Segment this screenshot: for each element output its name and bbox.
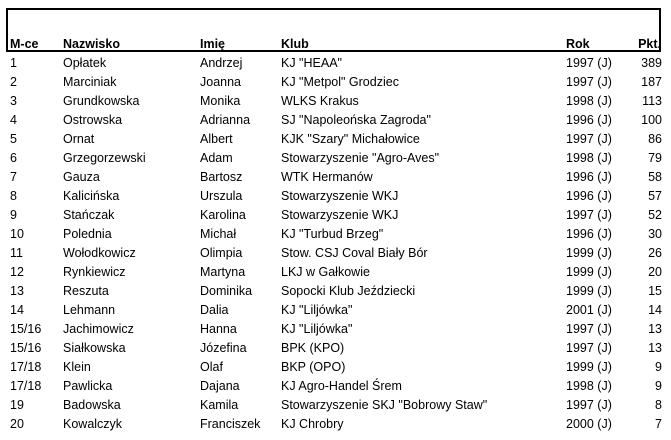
- cell-surname: Polednia: [63, 227, 112, 241]
- table-row: [0, 301, 671, 320]
- cell-place: 10: [10, 227, 24, 241]
- cell-place: 6: [10, 151, 17, 165]
- cell-place: 2: [10, 75, 17, 89]
- cell-year: 1998 (J): [566, 151, 612, 165]
- cell-year: 1997 (J): [566, 132, 612, 146]
- cell-club: Stowarzyszenie WKJ: [281, 189, 399, 203]
- cell-place: 13: [10, 284, 24, 298]
- cell-club: KJ "Liljówka": [281, 303, 353, 317]
- cell-surname: Grzegorzewski: [63, 151, 146, 165]
- table-row: [0, 206, 671, 225]
- cell-name: Martyna: [200, 265, 246, 279]
- table-row: [0, 415, 671, 434]
- cell-club: Stowarzyszenie SKJ "Bobrowy Staw": [281, 398, 488, 412]
- cell-points: 20: [648, 265, 662, 279]
- cell-points: 9: [655, 379, 662, 393]
- cell-place: 17/18: [10, 360, 42, 374]
- cell-points: 113: [642, 94, 662, 108]
- cell-surname: Siałkowska: [63, 341, 126, 355]
- cell-points: 13: [648, 341, 662, 355]
- table-row: [0, 54, 671, 73]
- cell-place: 9: [10, 208, 17, 222]
- header-club: Klub: [281, 37, 309, 51]
- cell-club: KJ Chrobry: [281, 417, 344, 431]
- header-name: Imię: [200, 37, 226, 51]
- cell-year: 1999 (J): [566, 360, 612, 374]
- table-row: [0, 396, 671, 415]
- cell-name: Albert: [200, 132, 233, 146]
- cell-surname: Ornat: [63, 132, 95, 146]
- cell-club: SJ "Napoleońska Zagroda": [281, 113, 431, 127]
- cell-club: KJK "Szary" Michałowice: [281, 132, 420, 146]
- cell-year: 1997 (J): [566, 75, 612, 89]
- cell-name: Hanna: [200, 322, 237, 336]
- cell-surname: Pawlicka: [63, 379, 113, 393]
- cell-points: 7: [655, 417, 662, 431]
- table-row: [0, 282, 671, 301]
- cell-name: Franciszek: [200, 417, 261, 431]
- cell-place: 20: [10, 417, 24, 431]
- cell-points: 26: [648, 246, 662, 260]
- cell-year: 2001 (J): [566, 303, 612, 317]
- cell-year: 1997 (J): [566, 322, 612, 336]
- cell-year: 1997 (J): [566, 56, 612, 70]
- table-row: [0, 92, 671, 111]
- table-row: [0, 225, 671, 244]
- cell-place: 15/16: [10, 322, 42, 336]
- cell-name: Karolina: [200, 208, 246, 222]
- cell-year: 2000 (J): [566, 417, 612, 431]
- table-row: [0, 377, 671, 396]
- cell-place: 4: [10, 113, 17, 127]
- cell-surname: Stańczak: [63, 208, 115, 222]
- cell-year: 1999 (J): [566, 265, 612, 279]
- cell-name: Monika: [200, 94, 241, 108]
- table-row: [0, 244, 671, 263]
- header-points: Pkt.: [638, 37, 661, 51]
- cell-year: 1997 (J): [566, 208, 612, 222]
- cell-name: Michał: [200, 227, 237, 241]
- cell-surname: Rynkiewicz: [63, 265, 126, 279]
- cell-name: Olaf: [200, 360, 223, 374]
- table-row: [0, 320, 671, 339]
- cell-surname: Kalicińska: [63, 189, 120, 203]
- cell-club: KJ Agro-Handel Śrem: [281, 379, 402, 393]
- cell-surname: Lehmann: [63, 303, 116, 317]
- cell-place: 7: [10, 170, 17, 184]
- cell-name: Dalia: [200, 303, 229, 317]
- header-place: M-ce: [10, 37, 39, 51]
- cell-club: LKJ w Gałkowie: [281, 265, 370, 279]
- cell-year: 1996 (J): [566, 170, 612, 184]
- cell-place: 3: [10, 94, 17, 108]
- table-row: [0, 187, 671, 206]
- cell-place: 14: [10, 303, 24, 317]
- cell-points: 86: [648, 132, 662, 146]
- cell-surname: Gauza: [63, 170, 100, 184]
- cell-place: 17/18: [10, 379, 42, 393]
- table-row: [0, 339, 671, 358]
- cell-year: 1996 (J): [566, 227, 612, 241]
- cell-year: 1997 (J): [566, 398, 612, 412]
- table-row: [0, 73, 671, 92]
- cell-points: 52: [648, 208, 662, 222]
- cell-year: 1997 (J): [566, 341, 612, 355]
- results-table: [0, 54, 671, 434]
- cell-year: 1999 (J): [566, 246, 612, 260]
- cell-points: 389: [641, 56, 662, 70]
- cell-surname: Kowalczyk: [63, 417, 123, 431]
- cell-name: Joanna: [200, 75, 242, 89]
- cell-club: Stowarzyszenie "Agro-Aves": [281, 151, 440, 165]
- header-year: Rok: [566, 37, 590, 51]
- cell-club: WTK Hermanów: [281, 170, 373, 184]
- cell-club: Stowarzyszenie WKJ: [281, 208, 399, 222]
- header-surname: Nazwisko: [63, 37, 120, 51]
- table-row: [0, 111, 671, 130]
- cell-name: Adrianna: [200, 113, 251, 127]
- cell-year: 1998 (J): [566, 94, 612, 108]
- table-row: [0, 358, 671, 377]
- cell-place: 5: [10, 132, 17, 146]
- cell-points: 9: [655, 360, 662, 374]
- cell-name: Józefina: [200, 341, 247, 355]
- cell-name: Dajana: [200, 379, 240, 393]
- table-header: [0, 35, 671, 53]
- cell-club: BKP (OPO): [281, 360, 346, 374]
- cell-club: Stow. CSJ Coval Biały Bór: [281, 246, 428, 260]
- cell-place: 19: [10, 398, 24, 412]
- cell-name: Kamila: [200, 398, 239, 412]
- cell-club: WLKS Krakus: [281, 94, 359, 108]
- cell-club: BPK (KPO): [281, 341, 345, 355]
- cell-name: Bartosz: [200, 170, 243, 184]
- table-row: [0, 149, 671, 168]
- cell-club: Sopocki Klub Jeździecki: [281, 284, 416, 298]
- cell-surname: Jachimowicz: [63, 322, 134, 336]
- cell-surname: Wołodkowicz: [63, 246, 136, 260]
- cell-surname: Klein: [63, 360, 91, 374]
- cell-surname: Marciniak: [63, 75, 117, 89]
- cell-name: Dominika: [200, 284, 253, 298]
- table-row: [0, 130, 671, 149]
- cell-name: Andrzej: [200, 56, 243, 70]
- cell-surname: Ostrowska: [63, 113, 123, 127]
- table-row: [0, 168, 671, 187]
- cell-surname: Grundkowska: [63, 94, 140, 108]
- cell-name: Adam: [200, 151, 233, 165]
- cell-surname: Opłatek: [63, 56, 107, 70]
- cell-points: 13: [648, 322, 662, 336]
- cell-points: 57: [648, 189, 662, 203]
- cell-surname: Reszuta: [63, 284, 109, 298]
- cell-points: 15: [648, 284, 662, 298]
- cell-name: Urszula: [200, 189, 243, 203]
- cell-points: 30: [648, 227, 662, 241]
- cell-points: 187: [641, 75, 662, 89]
- cell-year: 1996 (J): [566, 113, 612, 127]
- cell-surname: Badowska: [63, 398, 121, 412]
- table-row: [0, 263, 671, 282]
- cell-points: 8: [655, 398, 662, 412]
- cell-place: 12: [10, 265, 24, 279]
- cell-place: 8: [10, 189, 17, 203]
- cell-points: 100: [641, 113, 662, 127]
- cell-points: 14: [648, 303, 662, 317]
- cell-club: KJ "HEAA": [281, 56, 342, 70]
- cell-points: 79: [648, 151, 662, 165]
- cell-place: 15/16: [10, 341, 42, 355]
- cell-name: Olimpia: [200, 246, 243, 260]
- cell-year: 1996 (J): [566, 189, 612, 203]
- cell-year: 1999 (J): [566, 284, 612, 298]
- cell-year: 1998 (J): [566, 379, 612, 393]
- cell-place: 11: [10, 246, 23, 260]
- cell-club: KJ "Metpol" Grodziec: [281, 75, 399, 89]
- cell-club: KJ "Liljówka": [281, 322, 353, 336]
- cell-club: KJ "Turbud Brzeg": [281, 227, 384, 241]
- cell-place: 1: [10, 56, 17, 70]
- cell-points: 58: [648, 170, 662, 184]
